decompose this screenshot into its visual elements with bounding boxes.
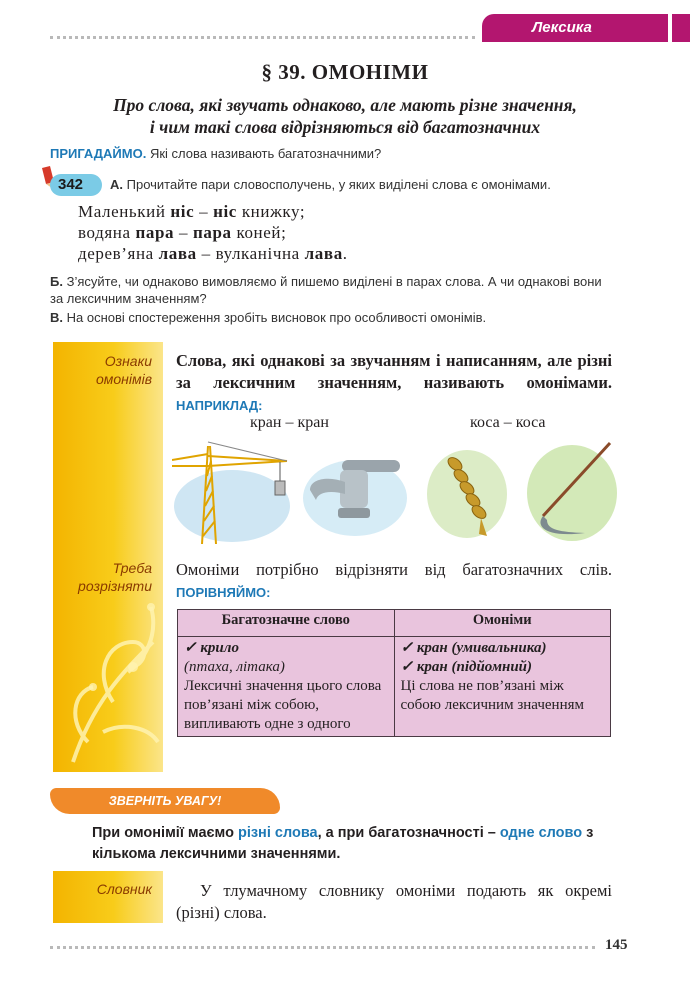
section-tab-end — [672, 14, 690, 42]
distinguish-label-line: розрізняти — [78, 578, 152, 594]
task-b-label: Б. — [50, 274, 63, 289]
task-a — [110, 177, 551, 192]
polysemous-word: ✓ крило — [184, 640, 239, 656]
subtitle-line-1: Про слова, які звучать однаково, але мають різне значення, — [113, 95, 577, 115]
example-line — [78, 244, 348, 264]
definition — [176, 350, 612, 417]
homonym-word: лава — [158, 244, 197, 263]
text-part: – — [174, 223, 193, 242]
braid-icon — [425, 446, 510, 541]
homonym-word: лава — [304, 244, 343, 263]
text-part: водяна — [78, 223, 136, 242]
highlight: одне слово — [499, 825, 583, 841]
distinguish-text — [176, 559, 612, 604]
attention-text — [92, 823, 612, 865]
dictionary-text: У тлумачному словнику омоніми подають як окремі (різні) слова. — [176, 881, 612, 922]
definition-text: Слова, які однакові за звучанням і написанням, але різні за лексичним значенням, називають омонімами. — [176, 351, 612, 392]
text-part: з кількома лексичними значеннями. — [92, 825, 594, 862]
page-number: 145 — [605, 937, 628, 953]
homonym-word: пара — [192, 223, 232, 242]
compare-label: ПОРІВНЯЙМО: — [176, 585, 271, 600]
section-tab: Лексика — [482, 14, 668, 42]
table-header: Багатозначне слово — [178, 610, 395, 637]
homonym-entry: ✓ кран (умивальника) — [400, 640, 547, 656]
example-line — [78, 223, 286, 243]
highlight: різні слова — [237, 825, 318, 841]
text-part: дерев’яна — [78, 244, 159, 263]
text-part: , а при багатозначності – — [317, 825, 500, 841]
comparison-table — [177, 609, 611, 737]
signs-label-line: Ознаки — [104, 353, 152, 369]
text-part: Маленький — [78, 202, 171, 221]
task-a-label: А. — [110, 177, 123, 192]
example-pair-kosa: коса – коса — [470, 414, 546, 431]
text-part: книжку; — [236, 202, 306, 221]
text-part: При омонімії маємо — [92, 825, 238, 841]
subtitle-line-2: і чим такі слова відрізняються від багатозначних — [149, 117, 541, 137]
exercise-number-badge: 342 — [50, 174, 102, 196]
polysemous-note: Лексичні значення цього слова пов’язані між собою, випливають одне з одного — [184, 678, 382, 732]
task-a-text: Прочитайте пари словосполучень, у яких виділені слова є омонімами. — [126, 177, 551, 192]
recall-label: ПРИГАДАЙМО. — [50, 146, 147, 161]
text-part: – вулканічна — [196, 244, 305, 263]
table-cell-homonyms — [394, 637, 611, 737]
homonym-word: ніс — [170, 202, 195, 221]
example-label: НАПРИКЛАД: — [176, 398, 263, 413]
recall-line — [50, 146, 381, 161]
table-cell-polysemous — [178, 637, 395, 737]
distinguish-label — [58, 559, 152, 595]
text-part: – — [194, 202, 214, 221]
dictionary-label: Словник — [96, 881, 152, 897]
table-header-row — [178, 610, 611, 637]
distinguish-body: Омоніми потрібно відрізняти від багатозначних слів. — [176, 560, 612, 579]
task-c-label: В. — [50, 310, 63, 325]
homonym-word: ніс — [213, 202, 237, 221]
header-dotted-rule — [50, 36, 475, 39]
homonym-note: Ці слова не пов’язані між собою лексичним значенням — [400, 678, 584, 713]
page-title: § 39. ОМОНІМИ — [261, 60, 429, 84]
distinguish-label-line: Треба — [112, 560, 152, 576]
recall-text: Які слова називають багатозначними? — [149, 146, 382, 161]
crane-icon — [172, 436, 292, 546]
rule-sidebar — [53, 342, 163, 772]
signs-label-line: омонімів — [96, 371, 152, 387]
example-pair-kran: кран – кран — [250, 414, 329, 431]
text-part: коней; — [231, 223, 287, 242]
scythe-icon — [525, 438, 620, 543]
task-b — [50, 273, 615, 307]
table-header: Омоніми — [394, 610, 611, 637]
signs-label — [58, 352, 152, 388]
attention-banner: ЗВЕРНІТЬ УВАГУ! — [50, 788, 280, 814]
floral-ornament-icon — [53, 342, 163, 772]
text-part: . — [342, 244, 348, 263]
task-c-text: На основі спостереження зробіть висновок про особливості омонімів. — [66, 310, 487, 325]
example-line — [78, 202, 305, 222]
polysemous-meaning: (птаха, літака) — [184, 659, 285, 675]
homonym-entry: ✓ кран (підйомний) — [400, 659, 532, 675]
homonym-word: пара — [135, 223, 175, 242]
footer-dotted-rule — [50, 946, 595, 949]
task-b-text: З’ясуйте, чи однаково вимовляємо й пишемо виділені в парах слова. А чи однакові вони за лексичним значенням? — [50, 274, 602, 306]
table-row — [178, 637, 611, 737]
task-c — [50, 310, 615, 325]
faucet-icon — [300, 448, 410, 538]
